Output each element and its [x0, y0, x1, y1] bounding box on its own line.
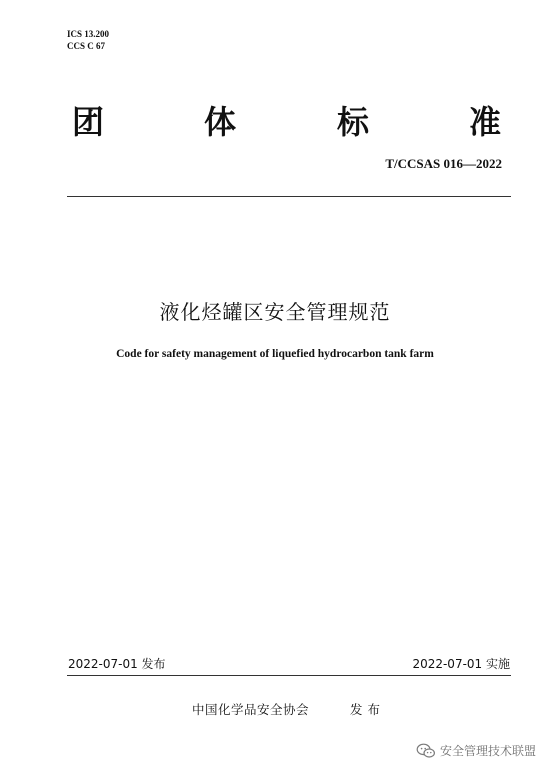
- standard-type-char: 体: [204, 103, 237, 141]
- standard-type-heading: [0, 96, 550, 148]
- wechat-icon: [416, 743, 436, 759]
- implementation-date: 2022-07-01 实施: [412, 657, 510, 671]
- standard-type-char: 准: [469, 103, 502, 141]
- top-divider: [67, 196, 511, 197]
- bottom-divider: [67, 675, 511, 676]
- ccs-code: CCS C 67: [67, 41, 106, 51]
- issue-date: 2022-07-01 发布: [68, 657, 166, 671]
- publish-label: 发布: [350, 702, 386, 717]
- title-english: Code for safety management of liquefied hydrocarbon tank farm: [116, 348, 434, 360]
- ics-code: ICS 13.200: [67, 29, 110, 39]
- classification-codes: [67, 28, 109, 52]
- publisher-name: 中国化学品安全协会: [192, 702, 310, 717]
- standard-type-char: 团: [72, 103, 105, 141]
- standard-type-char: 标: [337, 103, 370, 141]
- standard-number: T/CCSAS 016—2022: [385, 156, 502, 171]
- watermark: [416, 742, 536, 759]
- watermark-text: 安全管理技术联盟: [439, 744, 536, 758]
- title-chinese: 液化烃罐区安全管理规范: [159, 300, 391, 324]
